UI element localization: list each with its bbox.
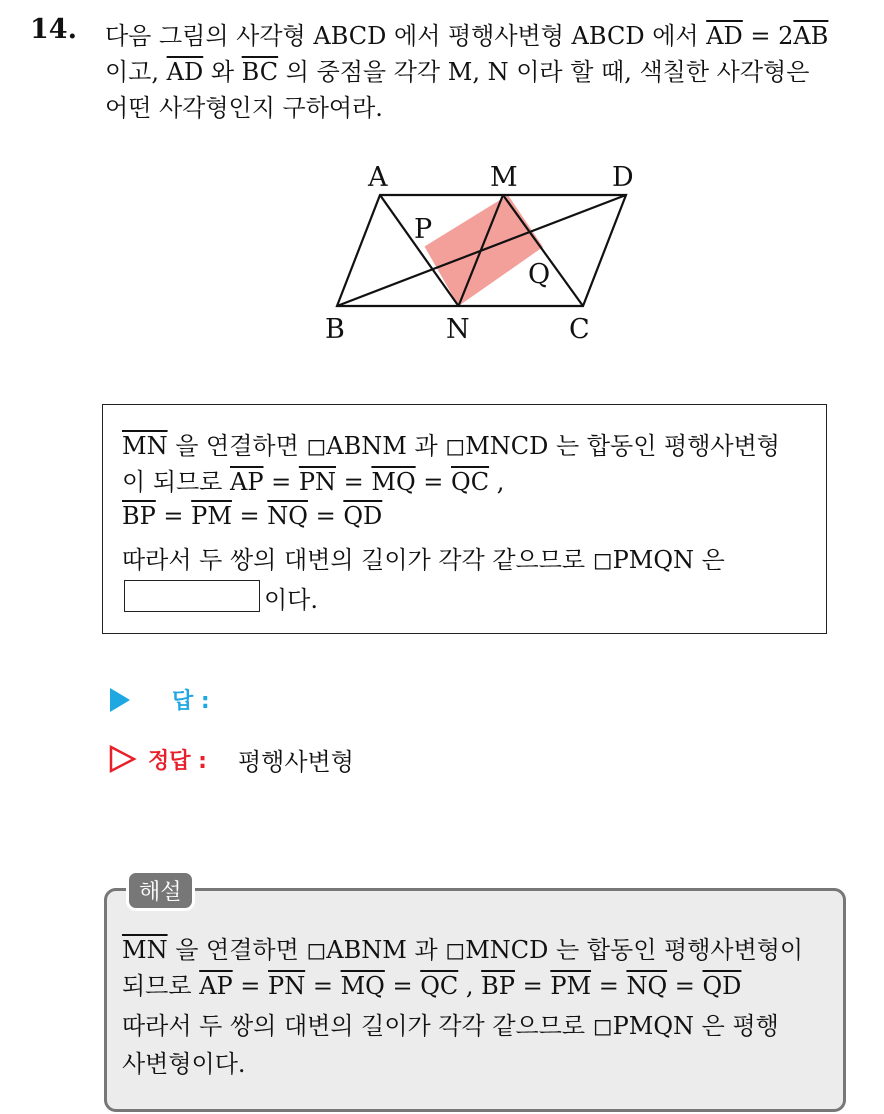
correct-answer-label: 정답 : (148, 749, 207, 774)
explanation-line-1: $\overline{MN}$ 을 연결하면 ◻ABNM 과 ◻MNCD 는 합동인 평행사변형이 (122, 936, 804, 964)
question-line-1: 다음 그림의 사각형 ABCD 에서 평행사변형 ABCD 에서 $\overline{AD} = 2\overline{AB}$ (105, 22, 829, 50)
question-line-3: 어떤 사각형인지 구하여라. (105, 94, 383, 122)
explanation-line-3: 따라서 두 쌍의 대변의 길이가 각각 같으므로 ◻PMQN 은 평행 (122, 1012, 779, 1040)
label-c: C (569, 314, 590, 343)
answer-label: 답 : (172, 689, 210, 714)
proof-line-2: 이 되므로 $\overline{AP} = \overline{PN} = \overline{MQ} = \overline{QC}$ , (122, 468, 505, 496)
label-q: Q (528, 259, 551, 290)
question-number: 14. (30, 14, 77, 45)
label-m: M (490, 162, 518, 193)
proof-line-4: 따라서 두 쌍의 대변의 길이가 각각 같으므로 ◻PMQN 은 (122, 546, 725, 574)
label-b: B (325, 314, 345, 343)
label-a: A (368, 162, 388, 193)
parallelogram-figure (320, 158, 660, 343)
outline-triangle-icon (108, 744, 138, 774)
proof-line-1: $\overline{MN}$ 을 연결하면 ◻ABNM 과 ◻MNCD 는 합동인 평행사변형 (122, 432, 780, 460)
proof-line-3: $\overline{BP} = \overline{PM} = \overline{NQ} = \overline{QD}$ (122, 502, 383, 530)
proof-line-5: 이다. (264, 586, 318, 614)
label-p: P (414, 214, 433, 245)
label-n: N (446, 314, 470, 343)
question-line-2: 이고, $\overline{AD}$ 와 $\overline{BC}$ 의 중점을 각각 M, N 이라 할 때, 색칠한 사각형은 (105, 58, 810, 86)
play-triangle-icon (110, 688, 130, 712)
label-d: D (612, 162, 634, 193)
explanation-line-4: 사변형이다. (122, 1050, 246, 1078)
explanation-line-2: 되므로 $\overline{AP} = \overline{PN} = \overline{MQ} = \overline{QC}$ , $\overline{BP} = \overline{PM} = \overline{NQ} = \overline{QD}$ (122, 972, 742, 1000)
answer-blank[interactable] (124, 580, 260, 612)
explanation-tag: 해설 (126, 870, 195, 911)
correct-answer-value: 평행사변형 (238, 748, 354, 776)
